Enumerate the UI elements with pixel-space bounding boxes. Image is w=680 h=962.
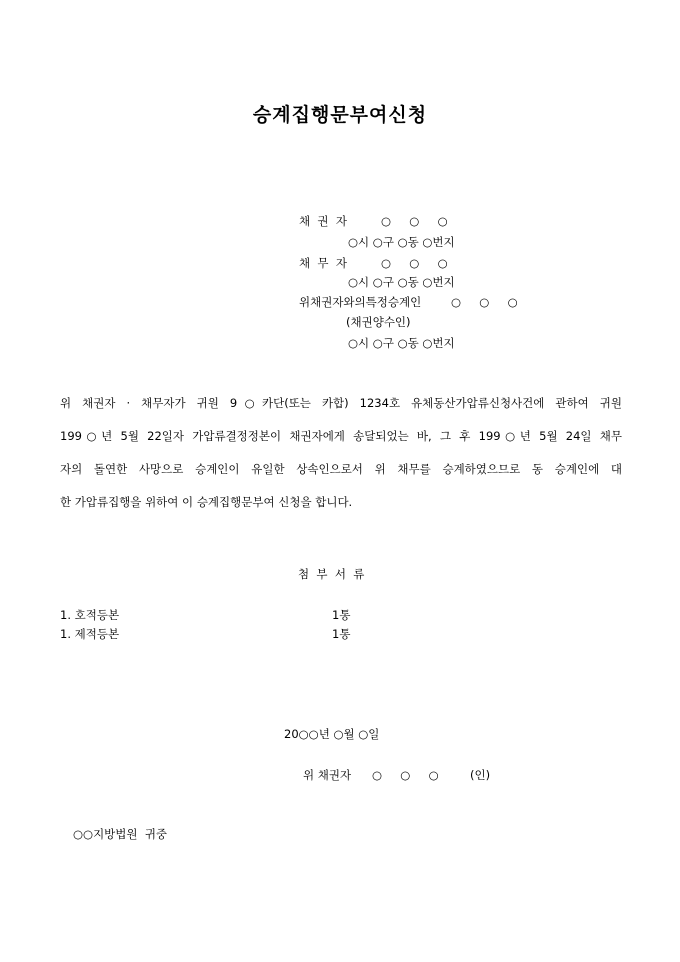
debtor-name: ○ ○ ○	[381, 256, 448, 270]
court-addressee: ○○지방법원 귀중	[73, 827, 168, 841]
creditor-address: ○시 ○구 ○동 ○번지	[348, 235, 455, 249]
creditor-name: ○ ○ ○	[381, 214, 448, 228]
body-line-1: 위 채권자 · 채무자가 귀원 9○카단(또는 카합) 1234호 유체동산가압류신청사건에 관하여 귀원	[60, 396, 622, 410]
successor-label: 위채권자와의특정승계인	[299, 295, 422, 309]
debtor-label: 채 무 자	[299, 256, 347, 270]
document-title: 승계집행문부여신청	[252, 104, 428, 126]
attachments-heading: 첨 부 서 류	[298, 567, 365, 581]
debtor-address: ○시 ○구 ○동 ○번지	[348, 275, 455, 289]
signature-name: ○ ○ ○	[372, 768, 439, 782]
successor-address: ○시 ○구 ○동 ○번지	[348, 336, 455, 350]
successor-name: ○ ○ ○	[451, 295, 518, 309]
attachment-item-count: 1통	[332, 608, 351, 622]
attachment-item-name: 1. 호적등본	[60, 608, 120, 622]
body-line-3: 자의 돌연한 사망으로 승계인이 유일한 상속인으로서 위 채무를 승계하였으므로 동 승계인에 대	[60, 462, 622, 476]
attachment-item-name: 1. 제적등본	[60, 627, 120, 641]
creditor-label: 채 권 자	[299, 214, 347, 228]
body-line-2: 199○년 5월 22일자 가압류결정정본이 채권자에게 송달되었는 바, 그 후 199○년 5월 24일 채무	[60, 429, 622, 443]
signature-seal: (인)	[470, 768, 491, 782]
successor-note: (채권양수인)	[346, 315, 411, 329]
document-date: 20○○년 ○월 ○일	[284, 727, 380, 741]
body-line-4: 한 가압류집행을 위하여 이 승계집행문부여 신청을 합니다.	[60, 495, 353, 509]
attachment-item-count: 1통	[332, 627, 351, 641]
signature-label: 위 채권자	[303, 768, 352, 782]
